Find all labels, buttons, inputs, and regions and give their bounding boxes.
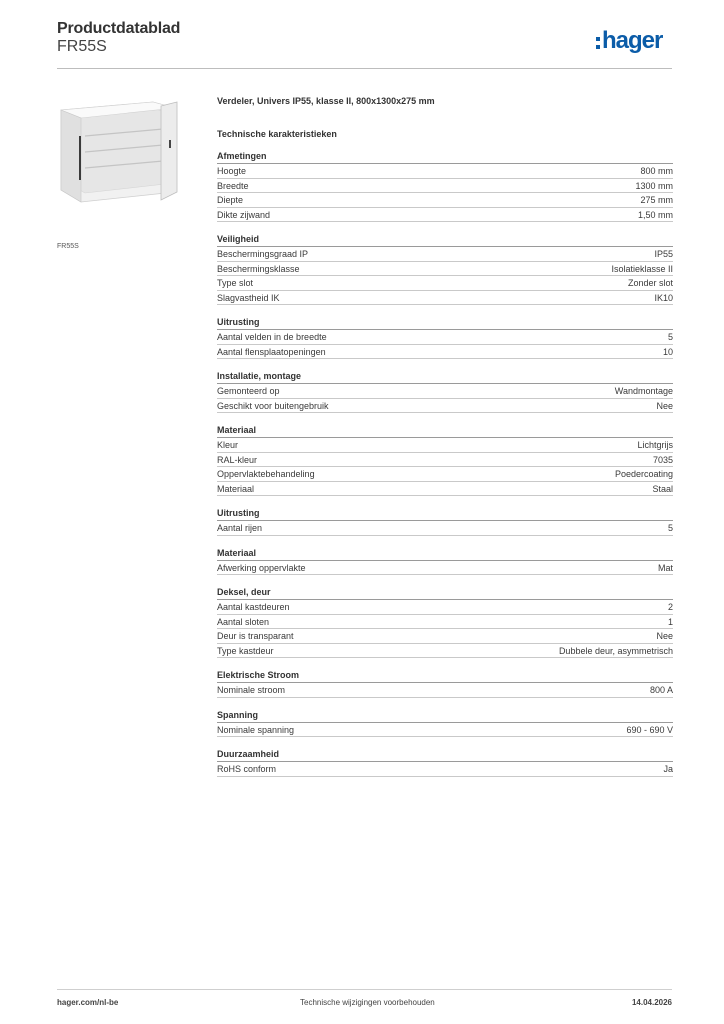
spec-label: Materiaal (217, 483, 255, 494)
logo-colon-icon (596, 37, 600, 49)
spec-label: Deur is transparant (217, 631, 294, 641)
spec-section-title: Duurzaamheid (217, 747, 673, 762)
spec-section (217, 315, 673, 359)
spec-section-title: Installatie, montage (217, 369, 673, 384)
spec-row (217, 467, 673, 482)
product-code: FR55S (57, 38, 107, 55)
spec-section (217, 149, 673, 222)
spec-section-title: Afmetingen (217, 149, 673, 164)
spec-value: Zonder slot (627, 278, 673, 288)
spec-row (217, 521, 673, 536)
footer-website-link[interactable]: hager.com/nl-be (57, 998, 119, 1007)
footer-divider (57, 989, 672, 990)
footer-date: 14.04.2026 (631, 998, 672, 1007)
page-title: Productdatablad (57, 20, 181, 37)
spec-label: RAL-kleur (217, 454, 258, 465)
section-heading: Technische karakteristieken (217, 129, 337, 139)
spec-row (217, 438, 673, 453)
spec-label: Afwerking oppervlakte (217, 562, 306, 573)
spec-row (217, 600, 673, 615)
spec-section-title: Materiaal (217, 546, 673, 561)
spec-label: Type slot (217, 278, 254, 288)
spec-row (217, 482, 673, 497)
spec-row (217, 762, 673, 777)
spec-row (217, 615, 673, 630)
spec-row (217, 291, 673, 306)
spec-label: Aantal flensplaatopeningen (217, 346, 326, 357)
spec-row (217, 629, 673, 644)
spec-label: Aantal velden in de breedte (217, 332, 327, 342)
spec-value: 1,50 mm (637, 209, 673, 220)
spec-section-title: Uitrusting (217, 315, 673, 330)
spec-section-title: Deksel, deur (217, 585, 673, 600)
spec-section-title: Elektrische Stroom (217, 668, 673, 683)
spec-section (217, 668, 673, 698)
spec-row (217, 262, 673, 277)
image-caption: FR55S (57, 243, 79, 250)
spec-section (217, 546, 673, 576)
spec-value: 2 (667, 602, 673, 612)
spec-label: Aantal rijen (217, 523, 263, 533)
spec-section-title: Veiligheid (217, 232, 673, 247)
spec-value: Ja (663, 764, 673, 774)
spec-row (217, 561, 673, 576)
spec-label: Hoogte (217, 166, 247, 176)
spec-label: Aantal sloten (217, 616, 270, 627)
spec-row (217, 683, 673, 698)
spec-content (217, 94, 673, 787)
spec-section-title: Materiaal (217, 423, 673, 438)
spec-value: Lichtgrijs (637, 440, 673, 450)
spec-value: 690 - 690 V (626, 724, 673, 735)
spec-row (217, 247, 673, 262)
spec-label: Dikte zijwand (217, 209, 271, 220)
spec-value: 1 (667, 616, 673, 627)
spec-row (217, 164, 673, 179)
spec-row (217, 330, 673, 345)
spec-section-title: Spanning (217, 708, 673, 723)
spec-label: Slagvastheid IK (217, 292, 280, 303)
header-divider (57, 68, 672, 69)
spec-row (217, 384, 673, 399)
spec-section (217, 232, 673, 305)
spec-label: Beschermingsgraad IP (217, 249, 309, 259)
spec-row (217, 276, 673, 291)
spec-row (217, 193, 673, 208)
spec-value: Wandmontage (614, 386, 673, 396)
spec-label: Diepte (217, 195, 244, 205)
spec-label: Aantal kastdeuren (217, 602, 290, 612)
spec-value: 275 mm (640, 195, 673, 205)
spec-label: Breedte (217, 180, 249, 191)
spec-sections (217, 149, 673, 777)
spec-row (217, 399, 673, 414)
spec-value: 5 (667, 332, 673, 342)
spec-row (217, 208, 673, 223)
spec-row (217, 345, 673, 360)
spec-value: 5 (667, 523, 673, 533)
spec-row (217, 453, 673, 468)
product-image (57, 96, 179, 238)
footer-notice: Technische wijzigingen voorbehouden (300, 998, 435, 1007)
spec-label: Nominale stroom (217, 685, 286, 695)
spec-value: 7035 (652, 454, 673, 465)
spec-value: Staal (652, 483, 673, 494)
spec-value: 800 mm (640, 166, 673, 176)
spec-label: Oppervlaktebehandeling (217, 469, 315, 479)
spec-value: Dubbele deur, asymmetrisch (558, 645, 673, 656)
spec-value: IK10 (654, 292, 673, 303)
spec-row (217, 644, 673, 659)
spec-value: Mat (657, 562, 673, 573)
spec-value: 800 A (649, 685, 673, 695)
spec-label: Type kastdeur (217, 645, 274, 656)
spec-value: IP55 (654, 249, 673, 259)
spec-value: Poedercoating (614, 469, 673, 479)
spec-section-title: Uitrusting (217, 506, 673, 521)
spec-label: Gemonteerd op (217, 386, 280, 396)
spec-label: RoHS conform (217, 764, 277, 774)
spec-section (217, 585, 673, 658)
logo-text: hager (602, 27, 663, 54)
spec-value: 10 (662, 346, 673, 357)
hager-logo (596, 28, 662, 54)
spec-label: Kleur (217, 440, 239, 450)
spec-value: Nee (656, 631, 673, 641)
spec-row (217, 723, 673, 738)
spec-section (217, 369, 673, 413)
spec-value: Isolatieklasse II (611, 263, 673, 274)
spec-label: Beschermingsklasse (217, 263, 300, 274)
spec-label: Nominale spanning (217, 724, 295, 735)
spec-label: Geschikt voor buitengebruik (217, 400, 329, 411)
spec-section (217, 506, 673, 536)
spec-value: Nee (656, 400, 673, 411)
spec-section (217, 747, 673, 777)
spec-row (217, 179, 673, 194)
spec-value: 1300 mm (635, 180, 673, 191)
spec-section (217, 708, 673, 738)
product-description: Verdeler, Univers IP55, klasse II, 800x1300x275 mm (217, 96, 435, 106)
spec-section (217, 423, 673, 496)
